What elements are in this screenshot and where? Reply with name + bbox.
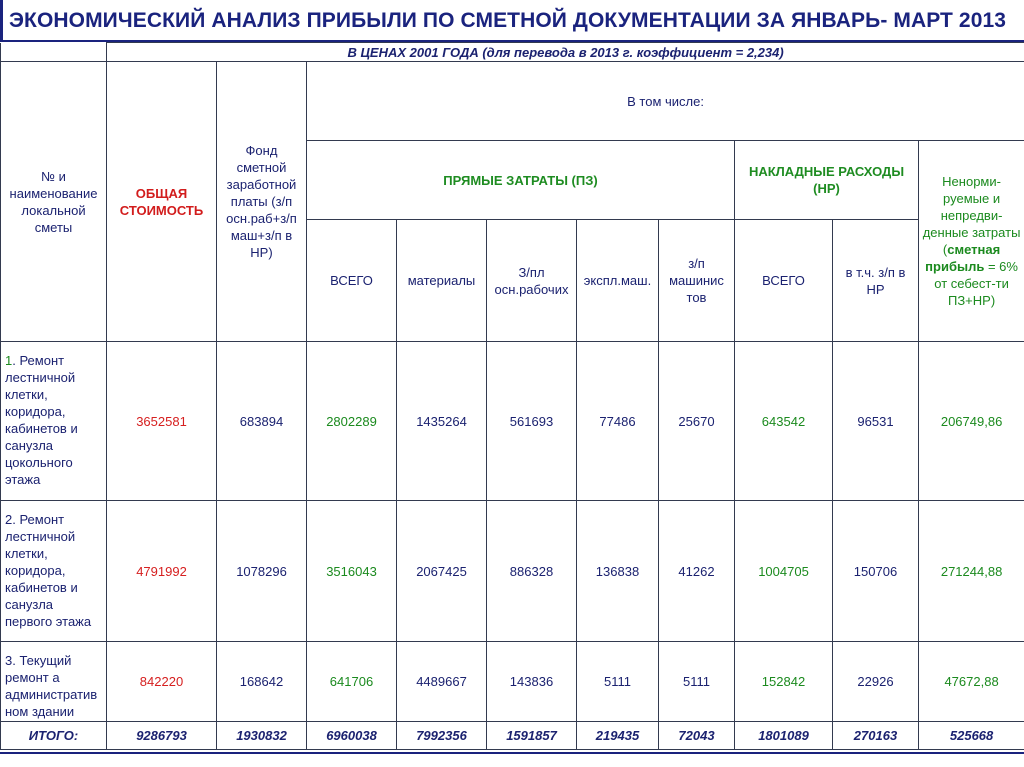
- header-nr-wage: в т.ч. з/п в НР: [833, 220, 919, 342]
- header-unnormed-profit: сметная прибыль: [925, 242, 1001, 274]
- row-nr-total: 643542: [735, 342, 833, 501]
- subtitle: В ЦЕНАХ 2001 ГОДА (для перевода в 2013 г. коэффициент = 2,234): [107, 43, 1024, 62]
- row-nr-total: 1004705: [735, 501, 833, 642]
- totals-pz-total: 6960038: [307, 722, 397, 750]
- totals-wage-workers: 1591857: [487, 722, 577, 750]
- row-wage-workers: 561693: [487, 342, 577, 501]
- corner-cell: [1, 43, 107, 62]
- row-unnormed: 206749,86: [919, 342, 1024, 501]
- header-wage-machinists: з/п машинис тов: [659, 220, 735, 342]
- row-wage-fund: 1078296: [217, 501, 307, 642]
- row-machines: 136838: [577, 501, 659, 642]
- totals-label: ИТОГО:: [1, 722, 107, 750]
- header-machines: экспл.маш.: [577, 220, 659, 342]
- row-wage-fund: 168642: [217, 642, 307, 722]
- row-total: 3652581: [107, 342, 217, 501]
- header-nr-total: ВСЕГО: [735, 220, 833, 342]
- header-unnormed: [919, 141, 1024, 342]
- header-direct-costs: ПРЯМЫЕ ЗАТРАТЫ (ПЗ): [307, 141, 735, 220]
- row-wage-workers: 886328: [487, 501, 577, 642]
- totals-wage-machinists: 72043: [659, 722, 735, 750]
- subtitle-row: [1, 43, 1024, 62]
- row-pz-total: 641706: [307, 642, 397, 722]
- row-pz-total: 3516043: [307, 501, 397, 642]
- row-wage-workers: 143836: [487, 642, 577, 722]
- table-row: [1, 342, 1024, 501]
- totals-materials: 7992356: [397, 722, 487, 750]
- header-total-cost: ОБЩАЯ СТОИМОСТЬ: [107, 62, 217, 342]
- row-nr-total: 152842: [735, 642, 833, 722]
- row-machines: 77486: [577, 342, 659, 501]
- totals-machines: 219435: [577, 722, 659, 750]
- row-unnormed: 47672,88: [919, 642, 1024, 722]
- row-wage-machinists: 25670: [659, 342, 735, 501]
- header-overhead: НАКЛАДНЫЕ РАСХОДЫ (НР): [735, 141, 919, 220]
- totals-nr-wage: 270163: [833, 722, 919, 750]
- profit-analysis-table: [0, 42, 1024, 750]
- header-materials: материалы: [397, 220, 487, 342]
- header-name: № и наименование локальной сметы: [1, 62, 107, 342]
- totals-unnormed: 525668: [919, 722, 1024, 750]
- header-unnormed-a: Ненорми-руемые и непредви-денные затраты (: [922, 174, 1021, 257]
- totals-wage-fund: 1930832: [217, 722, 307, 750]
- row-nr-wage: 150706: [833, 501, 919, 642]
- bottom-divider: [0, 752, 1024, 754]
- row-name: 2. Ремонт лестничной клетки, коридора, кабинетов и санузла первого этажа: [1, 501, 107, 642]
- header-pz-total: ВСЕГО: [307, 220, 397, 342]
- row-total: 4791992: [107, 501, 217, 642]
- row-materials: 4489667: [397, 642, 487, 722]
- row-wage-machinists: 5111: [659, 642, 735, 722]
- row-wage-machinists: 41262: [659, 501, 735, 642]
- table-row: [1, 642, 1024, 722]
- totals-row: [1, 722, 1024, 750]
- row-unnormed: 271244,88: [919, 501, 1024, 642]
- row-machines: 5111: [577, 642, 659, 722]
- row-nr-wage: 22926: [833, 642, 919, 722]
- row-name: 1. Ремонт лестничной клетки, коридора, кабинетов и санузла цокольного этажа: [1, 342, 107, 501]
- page-title: ЭКОНОМИЧЕСКИЙ АНАЛИЗ ПРИБЫЛИ ПО СМЕТНОЙ ДОКУМЕНТАЦИИ ЗА ЯНВАРЬ- МАРТ 2013: [0, 0, 1024, 42]
- header-wage-workers: З/пл осн.рабочих: [487, 220, 577, 342]
- row-materials: 2067425: [397, 501, 487, 642]
- row-name: 3. Текущий ремонт а административ ном здании: [1, 642, 107, 722]
- row-pz-total: 2802289: [307, 342, 397, 501]
- header-including: В том числе:: [307, 62, 1024, 141]
- table-row: [1, 501, 1024, 642]
- totals-total: 9286793: [107, 722, 217, 750]
- row-total: 842220: [107, 642, 217, 722]
- header-row-1: [1, 62, 1024, 141]
- totals-nr-total: 1801089: [735, 722, 833, 750]
- header-unnormed-c: = 6% от себест-ти ПЗ+НР): [934, 259, 1018, 308]
- row-wage-fund: 683894: [217, 342, 307, 501]
- header-wage-fund: Фонд сметной заработной платы (з/п осн.раб+з/п маш+з/п в НР): [217, 62, 307, 342]
- row-nr-wage: 96531: [833, 342, 919, 501]
- row-materials: 1435264: [397, 342, 487, 501]
